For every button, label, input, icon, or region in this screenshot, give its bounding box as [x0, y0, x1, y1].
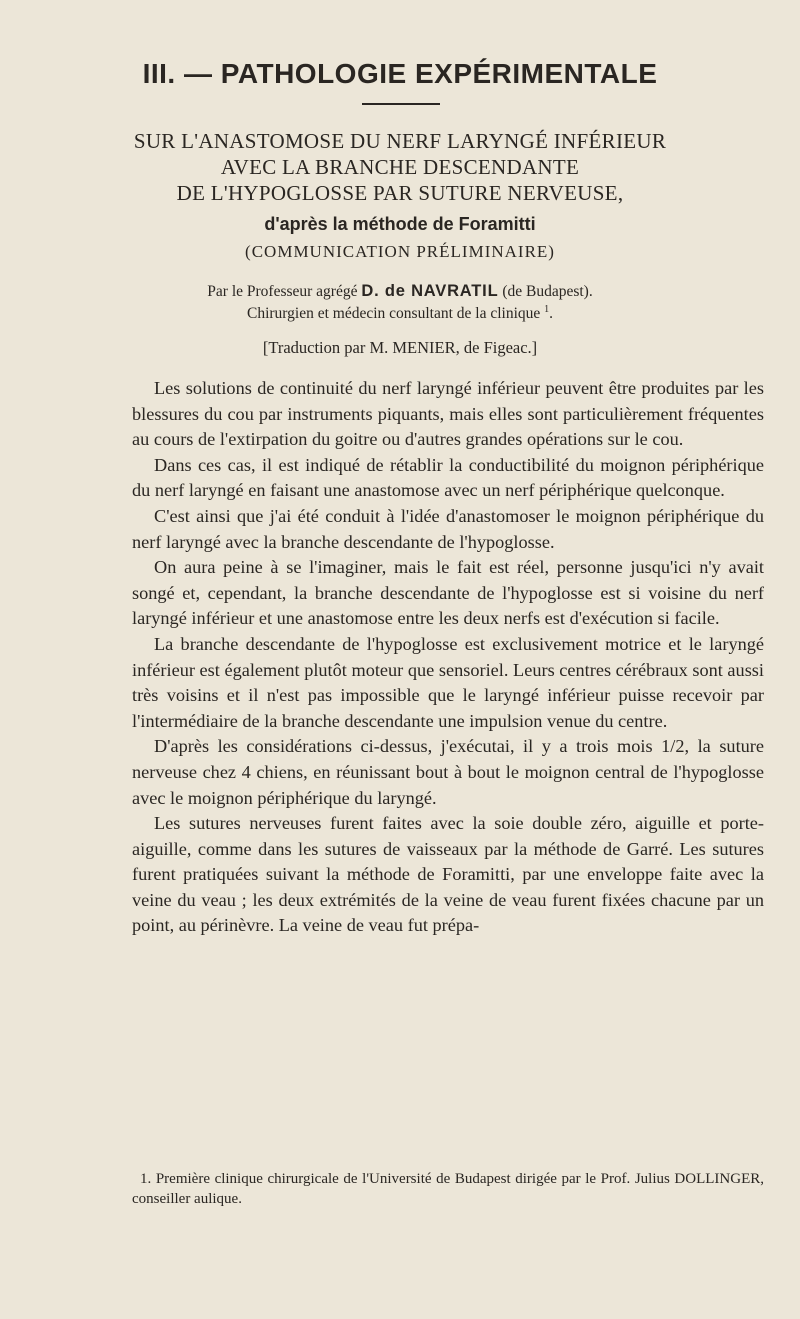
paragraph: On aura peine à se l'imaginer, mais le fait est réel, personne jusqu'ici n'y avait songé et, cependant, la branche descendante de l'hypoglosse est si voisine du nerf laryngé inférieur et une anastomose entre les deux nerfs est d'exécution si facile. — [132, 557, 764, 629]
article-body — [132, 376, 764, 939]
author-name: D. de NAVRATIL — [361, 282, 499, 300]
affiliation-text: Chirurgien et médecin consultant de la clinique — [246, 305, 541, 322]
title-rule — [362, 103, 440, 105]
paragraph: Les solutions de continuité du nerf laryngé inférieur peuvent être produites par les blessures du cou par instruments piquants, mais elles sont particulièrement fréquentes au cours de l'extirpation du goitre ou d'autres grandes opérations sur le cou. — [132, 378, 764, 450]
footnote — [132, 1169, 764, 1209]
paragraph: La branche descendante de l'hypoglosse est exclusivement motrice et le laryngé inférieur est également plutôt moteur que sensoriel. Leurs centres cérébraux sont aussi très voisins et il n'est pas impossible que le laryngé inférieur puisse recevoir par l'intermédiaire de la branche descendante une impulsion venue du centre. — [132, 633, 764, 731]
title-line-2: AVEC LA BRANCHE DESCENDANTE — [220, 155, 580, 179]
affiliation-line — [0, 305, 800, 323]
footnote-mark: 1 — [544, 303, 550, 315]
author-prefix: Par le Professeur agrégé — [207, 283, 358, 300]
communication-label: (COMMUNICATION PRÉLIMINAIRE) — [245, 242, 555, 261]
footnote-text: 1. Première clinique chirurgicale de l'Université de Budapest dirigée par le Prof. Julius DOLLINGER, conseiller aulique. — [132, 1171, 764, 1207]
paragraph: C'est ainsi que j'ai été conduit à l'idée d'anastomoser le moignon périphérique du nerf laryngé avec la branche descendante de l'hypoglosse. — [132, 505, 764, 552]
paragraph: D'après les considérations ci-dessus, j'exécutai, il y a trois mois 1/2, la suture nerveuse chez 4 chiens, en réunissant bout à bout le moignon central de l'hypoglosse avec le moignon périphérique du laryngé. — [132, 736, 764, 808]
paragraph: Les sutures nerveuses furent faites avec la soie double zéro, aiguille et porte-aiguille, comme dans les sutures de vaisseaux par la méthode de Garré. Les sutures furent pratiquées suivant la méthode de Foramitti, par une enveloppe faite avec la veine du veau ; les deux extrémités de la veine de veau furent fixées chacune par un point, au périnèvre. La veine de veau fut prépa- — [132, 813, 764, 936]
translation-credit: [Traduction par M. MENIER, de Figeac.] — [262, 338, 538, 357]
author-suffix: (de Budapest). — [502, 283, 593, 300]
section-title: III. — PATHOLOGIE EXPÉRIMENTALE — [142, 58, 658, 89]
title-line-1: SUR L'ANASTOMOSE DU NERF LARYNGÉ INFÉRIEUR — [133, 129, 667, 153]
paragraph: Dans ces cas, il est indiqué de rétablir la conductibilité du moignon périphérique du nerf laryngé en faisant une anastomose avec un nerf périphérique quelconque. — [132, 454, 764, 501]
title-line-3: DE L'HYPOGLOSSE PAR SUTURE NERVEUSE, — [176, 181, 624, 205]
article-title — [60, 128, 740, 206]
author-line — [0, 282, 800, 301]
article-subtitle: d'après la méthode de Foramitti — [264, 214, 536, 234]
affiliation-end: . — [549, 305, 554, 322]
